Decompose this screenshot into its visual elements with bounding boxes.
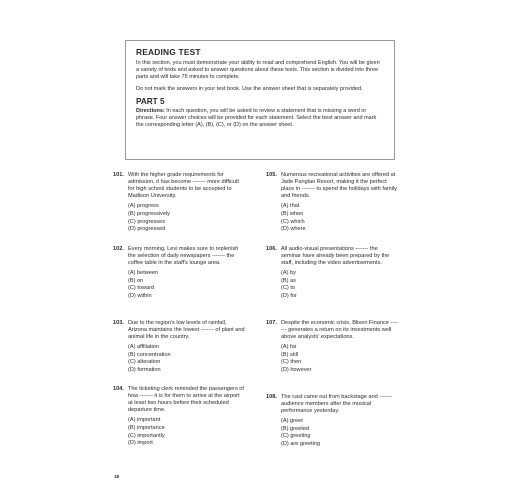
option-d: (D) where xyxy=(281,226,306,233)
option-b: (B) greeted xyxy=(281,425,309,432)
question-number: 107. xyxy=(266,320,277,326)
option-a: (A) affiliation xyxy=(128,344,159,351)
question-108 xyxy=(266,394,398,449)
question-number: 103. xyxy=(113,320,124,326)
question-number: 105. xyxy=(266,172,277,178)
question-104 xyxy=(113,386,245,448)
answer-options xyxy=(128,344,245,374)
answer-options xyxy=(281,344,398,374)
option-c: (C) then xyxy=(281,359,302,366)
question-number: 106. xyxy=(266,246,277,252)
answer-options xyxy=(128,203,245,233)
answer-options xyxy=(281,203,398,233)
option-c: (C) alteration xyxy=(128,359,161,366)
question-105 xyxy=(266,172,398,234)
option-c: (C) importantly xyxy=(128,432,165,439)
question-107 xyxy=(266,320,398,375)
option-d: (D) within xyxy=(128,293,152,300)
intro-paragraph-2: Do not mark the answers in your test book. Use the answer sheet that is separately provided. xyxy=(136,85,363,92)
option-d: (D) formation xyxy=(128,367,161,374)
question-101 xyxy=(113,172,245,234)
question-number: 101. xyxy=(113,172,124,178)
question-106 xyxy=(266,246,398,301)
intro-box xyxy=(125,40,395,160)
directions-label: Directions: xyxy=(136,107,165,114)
question-102 xyxy=(113,246,245,301)
option-a: (A) that xyxy=(281,203,300,210)
option-c: (C) which xyxy=(281,218,305,225)
option-b: (B) progressively xyxy=(128,210,170,217)
question-number: 102. xyxy=(113,246,124,252)
option-d: (D) however xyxy=(281,367,312,374)
question-103 xyxy=(113,320,245,375)
option-a: (A) progress xyxy=(128,203,159,210)
question-text: Numerous recreational activities are offered at Jade Panglao Resort, making it the perfect place in ------- to spend the holidays with family and friends. xyxy=(281,172,397,200)
option-a: (A) between xyxy=(128,270,159,277)
question-number: 104. xyxy=(113,386,124,392)
section-title: READING TEST xyxy=(136,47,201,57)
option-d: (D) progressed xyxy=(128,226,166,233)
question-text: Every morning, Levi makes sure to replenish the selection of daily newspapers ------- the coffee table in the staff's lounge area. xyxy=(128,246,239,267)
question-text: Due to the region's low levels of rainfall, Arizona maintains the lowest ------- of plant and animal life in the country. xyxy=(128,320,245,341)
question-number: 108. xyxy=(266,394,277,400)
intro-paragraph-1: In this section, you must demonstrate your ability to read and comprehend English. You will be given a variety of texts and asked to answer questions about these texts. This section is divided into three parts and will take 75 minutes to complete. xyxy=(136,60,380,81)
directions-text: In each question, you will be asked to review a statement that is missing a word or phrase. Four answer choices will be provided for each statement. Select the best answer and mark the corresponding letter (A), (B), (C), or (D) on the answer sheet. xyxy=(136,107,377,129)
question-text: Despite the economic crisis, Blixen Finance ------- generates a return on its investments well above analysts' expectations. xyxy=(281,320,398,341)
option-d: (D) are greeting xyxy=(281,441,321,448)
option-b: (B) still xyxy=(281,351,299,358)
option-a: (A) far xyxy=(281,344,297,351)
question-text: The ticketing clerk reminded the passengers of how ------- it is for them to arrive at the airport at least two hours before their scheduled departure time. xyxy=(128,386,244,414)
option-b: (B) importance xyxy=(128,424,165,431)
page-number: 18 xyxy=(114,474,120,479)
question-text: With the higher grade requirements for admission, it has become ------- more difficult for high school students to be accepted to Madison University. xyxy=(128,172,239,200)
option-b: (B) when xyxy=(281,210,304,217)
option-a: (A) important xyxy=(128,417,161,424)
answer-options xyxy=(128,270,245,300)
answer-options xyxy=(128,417,245,447)
option-a: (A) by xyxy=(281,270,296,277)
question-text: The cast came out from backstage and ------- audience members after the musical performance yesterday. xyxy=(281,394,393,415)
option-c: (C) toward xyxy=(128,285,155,292)
directions xyxy=(136,108,384,130)
option-d: (D) for xyxy=(281,293,297,300)
option-b: (B) on xyxy=(128,277,144,284)
option-a: (A) greet xyxy=(281,418,303,425)
option-c: (C) to xyxy=(281,285,295,292)
option-d: (D) import xyxy=(128,440,153,447)
answer-options xyxy=(281,418,398,448)
option-b: (B) as xyxy=(281,277,296,284)
option-b: (B) concentration xyxy=(128,351,171,358)
answer-options xyxy=(281,270,398,300)
option-c: (C) greeting xyxy=(281,433,311,440)
question-text: All audio-visual presentations ------- the seminar have already been prepared by the staff, including the video advertisements. xyxy=(281,246,390,267)
option-c: (C) progresses xyxy=(128,218,165,225)
part-title: PART 5 xyxy=(136,96,165,106)
